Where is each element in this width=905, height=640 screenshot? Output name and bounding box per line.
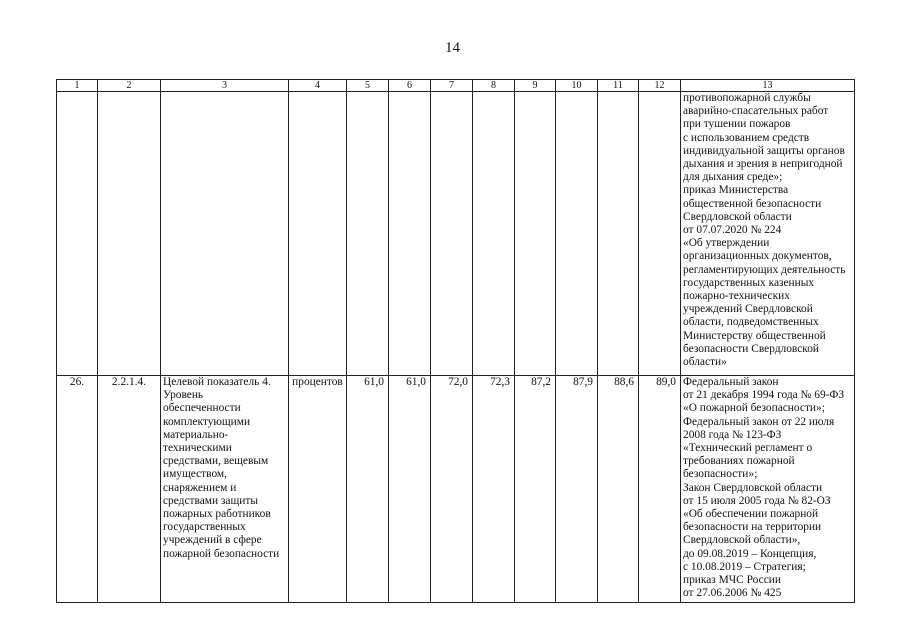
header-cell-11: 11 <box>598 80 639 92</box>
legal-basis <box>681 376 855 603</box>
cell-empty <box>389 92 431 376</box>
text-line: Уровень <box>163 389 204 402</box>
text-line: безопасности Свердловской <box>683 342 820 355</box>
text-line: Свердловской области», <box>683 534 801 547</box>
cell-empty <box>473 92 515 376</box>
header-cell-13: 13 <box>681 80 855 92</box>
text-line: безопасности»; <box>683 468 758 481</box>
table-row-26 <box>57 376 855 603</box>
text-line: от 07.07.2020 № 224 <box>683 224 782 237</box>
text-line: Федеральный закон <box>683 376 779 388</box>
value-cell: 89,0 <box>639 376 681 603</box>
value-cell: 87,2 <box>515 376 556 603</box>
cell-empty <box>347 92 389 376</box>
text-line: дыхания и зрения в непригодной <box>683 158 843 171</box>
text-line: приказ Министерства <box>683 184 789 197</box>
text-line: аварийно-спасательных работ <box>683 105 829 118</box>
value-cell: 61,0 <box>347 376 389 603</box>
cell-empty <box>598 92 639 376</box>
text-line: от 27.06.2006 № 425 <box>683 587 782 600</box>
text-line: комплектующими <box>163 415 251 428</box>
cell-empty <box>57 92 98 376</box>
text-line: пожарной безопасности <box>163 547 280 560</box>
header-cell-4: 4 <box>289 80 347 92</box>
text-line: Свердловской области <box>683 210 792 223</box>
value-cell: 72,3 <box>473 376 515 603</box>
text-line: государственных казенных <box>683 276 815 289</box>
text-line: безопасности на территории <box>683 521 822 534</box>
text-line: пожарно-технических <box>683 290 790 303</box>
header-cell-9: 9 <box>515 80 556 92</box>
text-line: от 15 июля 2005 года № 82-ОЗ <box>683 494 831 507</box>
text-line: пожарных работников <box>163 508 271 521</box>
cell-empty <box>556 92 598 376</box>
row-code: 2.2.1.4. <box>98 376 161 603</box>
text-line: учреждений в сфере <box>163 534 262 547</box>
header-cell-2: 2 <box>98 80 161 92</box>
text-line: требованиях пожарной <box>683 455 795 468</box>
cell-empty <box>98 92 161 376</box>
text-line: Целевой показатель 4. <box>163 376 271 388</box>
page-number: 14 <box>445 40 460 56</box>
indicators-table <box>56 79 855 603</box>
text-line: до 09.08.2019 – Концепция, <box>683 547 817 560</box>
text-line: имуществом, <box>163 468 227 481</box>
cell-empty <box>289 92 347 376</box>
text-line: при тушении пожаров <box>683 118 791 131</box>
text-line: общественной безопасности <box>683 197 822 210</box>
value-cell: 87,9 <box>556 376 598 603</box>
text-line: государственных <box>163 521 246 534</box>
text-line: от 21 декабря 1994 года № 69-ФЗ <box>683 389 845 402</box>
text-line: для дыхания среде»; <box>683 171 783 184</box>
text-line: Министерству общественной <box>683 329 826 342</box>
text-line: «Об обеспечении пожарной <box>683 508 819 521</box>
value-cell: 88,6 <box>598 376 639 603</box>
indicator-name <box>161 376 289 603</box>
text-line: организационных документов, <box>683 250 832 263</box>
text-line: с 10.08.2019 – Стратегия; <box>683 560 806 573</box>
value-cell: 72,0 <box>431 376 473 603</box>
cell-empty <box>431 92 473 376</box>
text-line: материально- <box>163 428 229 441</box>
unit: процентов <box>289 376 347 603</box>
header-cell-6: 6 <box>389 80 431 92</box>
header-cell-7: 7 <box>431 80 473 92</box>
text-line: регламентирующих деятельность <box>683 263 846 276</box>
text-line: обеспеченности <box>163 402 241 415</box>
table-row-continuation <box>57 92 855 376</box>
text-line: 2008 года № 123-ФЗ <box>683 428 782 441</box>
text-line: области, подведомственных <box>683 316 819 329</box>
header-cell-8: 8 <box>473 80 515 92</box>
text-line: противопожарной службы <box>683 92 811 104</box>
header-cell-3: 3 <box>161 80 289 92</box>
value-cell: 61,0 <box>389 376 431 603</box>
text-line: Федеральный закон от 22 июля <box>683 415 835 428</box>
header-cell-5: 5 <box>347 80 389 92</box>
text-line: приказ МЧС России <box>683 574 781 587</box>
text-line: Закон Свердловской области <box>683 481 823 494</box>
text-line: средствами защиты <box>163 494 258 507</box>
text-line: с использованием средств <box>683 131 810 144</box>
cell-empty <box>515 92 556 376</box>
text-line: индивидуальной защиты органов <box>683 144 845 157</box>
header-cell-12: 12 <box>639 80 681 92</box>
legal-basis-continued <box>681 92 855 376</box>
text-line: средствами, вещевым <box>163 455 269 468</box>
text-line: области» <box>683 356 727 369</box>
text-line: «Технический регламент о <box>683 442 813 455</box>
row-number: 26. <box>57 376 98 603</box>
header-row <box>57 80 855 92</box>
cell-empty <box>161 92 289 376</box>
text-line: «Об утверждении <box>683 237 770 250</box>
text-line: «О пожарной безопасности»; <box>683 402 825 415</box>
cell-empty <box>639 92 681 376</box>
header-cell-10: 10 <box>556 80 598 92</box>
text-line: учреждений Свердловской <box>683 303 813 316</box>
header-cell-1: 1 <box>57 80 98 92</box>
text-line: снаряжением и <box>163 481 237 494</box>
text-line: техническими <box>163 442 232 455</box>
